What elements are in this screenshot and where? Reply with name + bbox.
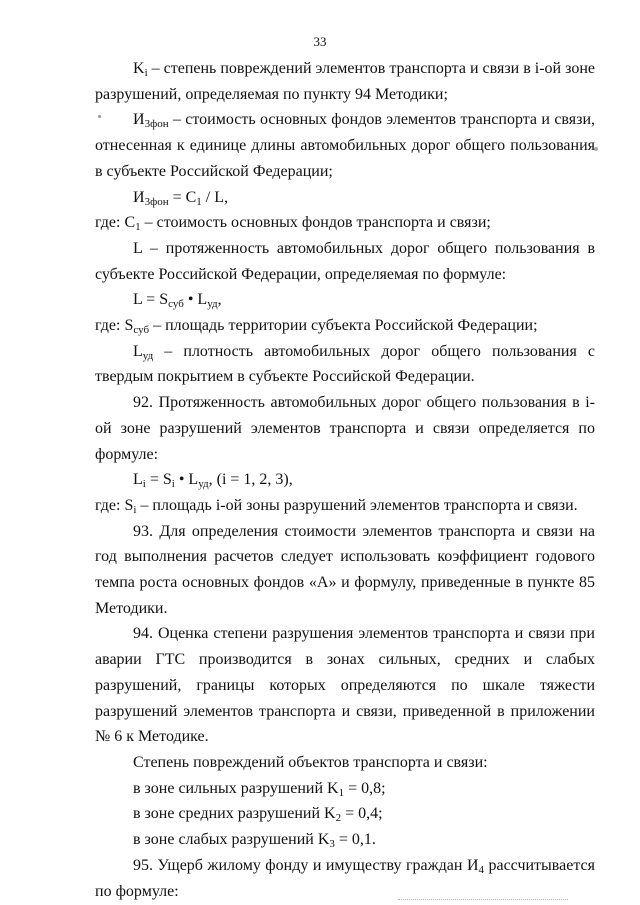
paragraph-lud-definition: $L_{уд}$ – плотность автомобильных дорог общего пользования с твердым покрытием в субъекте Российской Федерации. [95,342,595,386]
list-item-k3: в зоне слабых разрушений $K_3 = 0,1$. [133,831,376,851]
paragraph-damage-degree: Степень повреждений объектов транспорта и связи: [133,753,488,771]
paragraph-c1-definition: где: $C_1$ – стоимость основных фондов транспорта и связи; [95,214,491,234]
paragraph-93: 93. Для определения стоимости элементов транспорта и связи на год выполнения расчетов следует использовать коэффициент годового темпа роста основных фондов «А» и формулу, приведенные в пункте 85 Методики. [95,522,595,617]
formula-li: $L_i = S_i$ • $L_{уд}$, (i = 1, 2, 3), [133,471,293,491]
list-item-k2: в зоне средних разрушений $K_2 = 0,4$; [133,805,383,825]
paragraph-l-definition: L – протяженность автомобильных дорог общего пользования в субъекте Российской Федерации, определяемая по формуле: [95,239,595,283]
scan-artifact-line [398,899,568,900]
page-number: 33 [313,34,327,49]
list-item-k1: в зоне сильных разрушений $K_1 = 0,8$; [133,779,386,799]
paragraph-ki-definition: $K_i$ – степень повреждений элементов транспорта и связи в i-ой зоне разрушений, определяемая по пункту 94 Методики; [95,60,595,103]
paragraph-ssub-definition: где: $S_{суб}$ – площадь территории субъекта Российской Федерации; [95,317,538,337]
formula-i3fon: $И_{3фон} = C_1 / L$, [133,188,228,208]
document-body [95,56,595,904]
paragraph-i3fon-definition: $И_{3фон}$ – стоимость основных фондов элементов транспорта и связи, отнесенная к единице длины автомобильных дорог общего пользования в субъекте Российской Федерации; [95,111,595,180]
paragraph-95: 95. Ущерб жилому фонду и имуществу граждан $И_4$ рассчитывается по формуле: [95,856,595,900]
paragraph-si-definition: где: $S_i$ – площадь i-ой зоны разрушений элементов транспорта и связи. [95,496,578,516]
formula-l: $L = S_{суб}$ • $L_{уд}$, [133,291,222,311]
paragraph-92: 92. Протяженность автомобильных дорог общего пользования в i-ой зоне разрушений элементов транспорта и связи определяется по формуле: [95,394,595,463]
paragraph-94: 94. Оценка степени разрушения элементов транспорта и связи при аварии ГТС производится в зонах сильных, средних и слабых разрушений, границы которых определяются по шкале тяжести разрушений элементов транспорта и связи, приведенной в приложении № 6 к Методике. [95,625,595,746]
